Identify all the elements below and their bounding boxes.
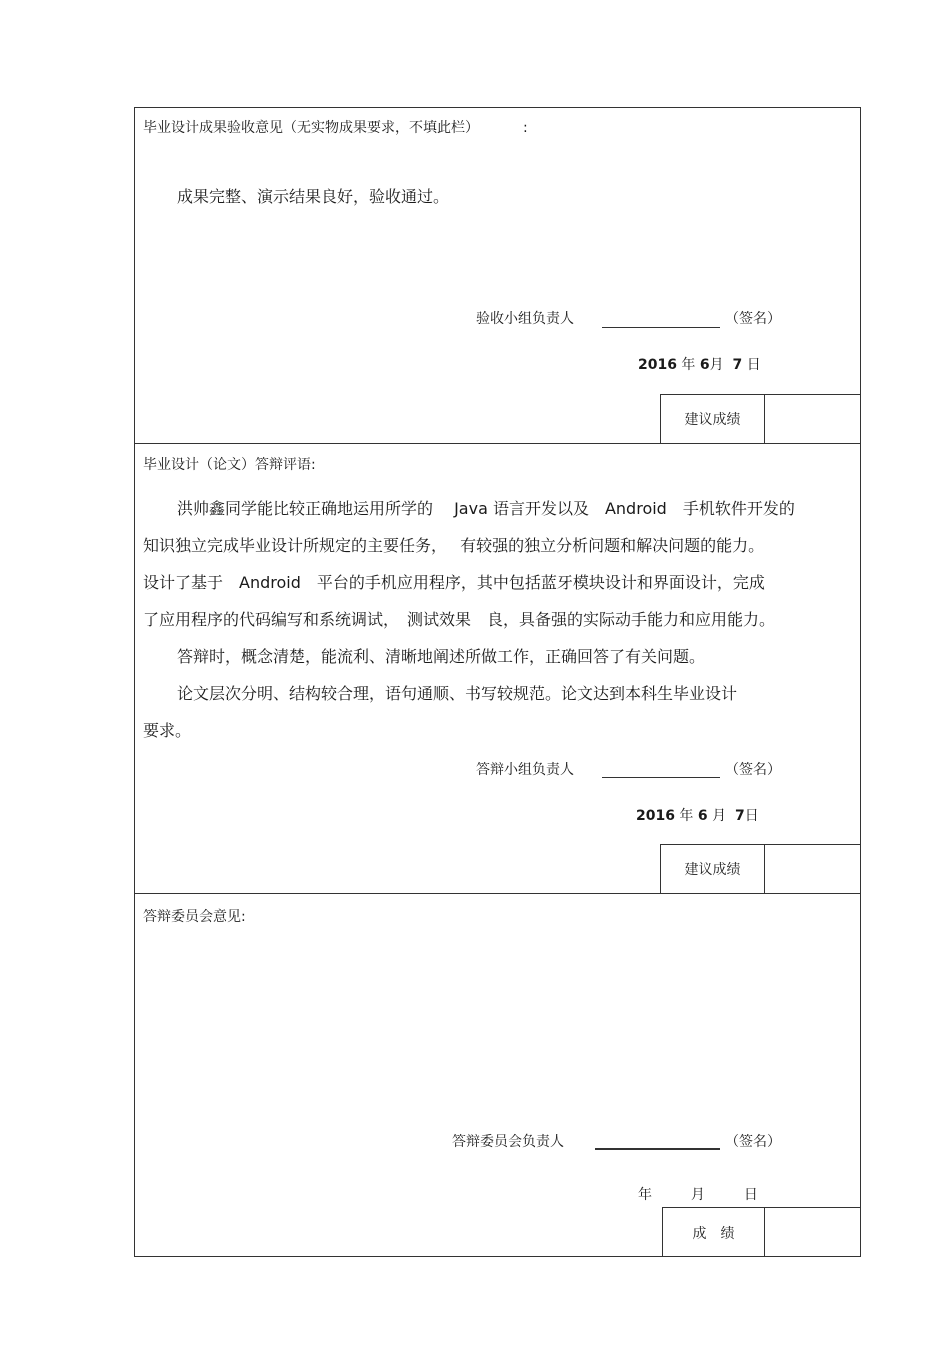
section2-date-month: 6 <box>697 808 708 824</box>
section1-date-year-unit: 年 <box>681 357 696 373</box>
section2-date <box>636 805 759 825</box>
section1-grade-label: 建议成绩 <box>661 395 765 443</box>
section2-grade-box <box>660 844 861 893</box>
section1-date-month: 6 <box>699 357 710 373</box>
section2-header: 毕业设计（论文）答辩评语: <box>143 457 316 473</box>
section1-header-colon: : <box>523 120 528 136</box>
section1-grade-box <box>660 394 861 443</box>
section2-date-day: 7 <box>734 808 745 824</box>
section3-grade-box <box>662 1207 861 1257</box>
comment-line: 知识独立完成毕业设计所规定的主要任务， 有较强的独立分析问题和解决问题的能力。 <box>143 536 765 555</box>
comment-line: 要求。 <box>143 721 192 740</box>
section2-grade-value[interactable] <box>765 845 861 893</box>
section2-date-month-unit: 月 <box>712 808 727 824</box>
section2-sign-note: （签名） <box>725 762 781 778</box>
comment-line: 了应用程序的代码编写和系统调试， 测试效果 良，具备强的实际动手能力和应用能力。 <box>143 610 776 629</box>
section3-sign-note: （签名） <box>725 1134 781 1150</box>
section2-comment <box>143 490 852 749</box>
comment-line: 洪帅鑫同学能比较正确地运用所学的 Java 语言开发以及 Android 手机软件开发的 <box>177 499 795 518</box>
section3-header: 答辩委员会意见: <box>143 909 246 925</box>
section3-date-day-unit: 日 <box>743 1187 758 1203</box>
section1-signer-label: 验收小组负责人 <box>476 311 574 327</box>
section2-date-year-unit: 年 <box>679 808 694 824</box>
section1-date <box>638 354 761 374</box>
section3-date-year-unit: 年 <box>638 1187 652 1203</box>
section2-signature-line[interactable] <box>602 777 720 778</box>
section2-grade-label: 建议成绩 <box>661 845 765 893</box>
section1-date-month-unit: 月 <box>709 357 724 373</box>
section2-signer-label: 答辩小组负责人 <box>476 762 574 778</box>
section3-date <box>638 1184 758 1204</box>
section3-signer-label: 答辩委员会负责人 <box>452 1134 564 1150</box>
section1-header <box>143 117 528 137</box>
section2-date-year: 2016 <box>636 808 675 824</box>
section1-sign-note: （签名） <box>725 311 781 327</box>
section1-date-year: 2016 <box>638 357 677 373</box>
section1-signature-line[interactable] <box>602 327 720 328</box>
section3-grade-label: 成 绩 <box>663 1208 765 1257</box>
section1-header-text: 毕业设计成果验收意见（无实物成果要求，不填此栏） <box>143 120 479 136</box>
section3-signature-line[interactable] <box>595 1148 720 1150</box>
section-divider-1 <box>135 443 860 444</box>
section-divider-2 <box>135 893 860 894</box>
evaluation-form <box>134 107 861 1257</box>
comment-line: 论文层次分明、结构较合理，语句通顺、书写较规范。论文达到本科生毕业设计 <box>177 684 738 703</box>
section1-date-day-unit: 日 <box>746 357 761 373</box>
section2-date-day-unit: 日 <box>744 808 759 824</box>
section1-date-day: 7 <box>732 357 743 373</box>
section3-grade-value[interactable] <box>765 1208 861 1257</box>
section1-grade-value[interactable] <box>765 395 861 443</box>
comment-line: 答辩时，概念清楚，能流利、清晰地阐述所做工作，正确回答了有关问题。 <box>177 647 706 666</box>
section3-date-month-unit: 月 <box>690 1187 705 1203</box>
section1-comment: 成果完整、演示结果良好，验收通过。 <box>177 187 450 206</box>
comment-line: 设计了基于 Android 平台的手机应用程序，其中包括蓝牙模块设计和界面设计，完成 <box>143 573 765 592</box>
